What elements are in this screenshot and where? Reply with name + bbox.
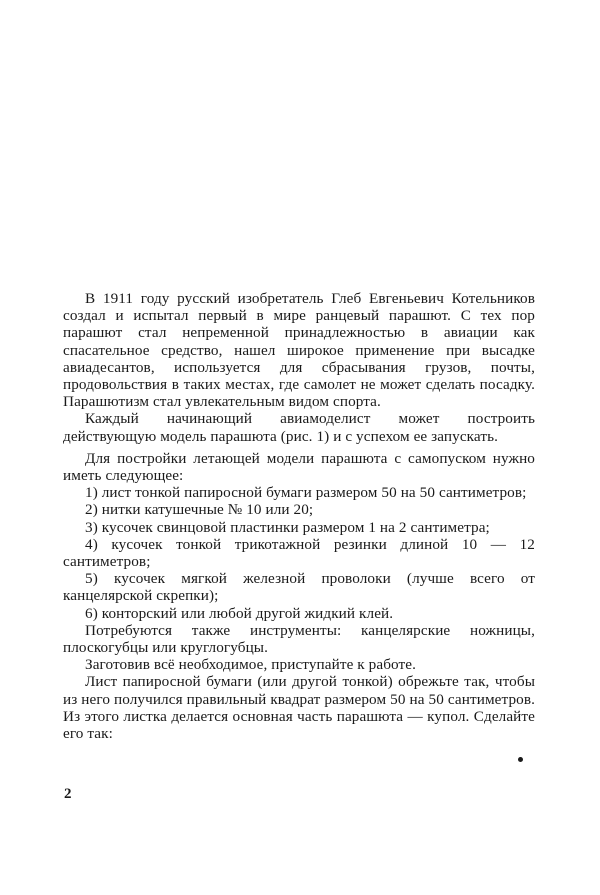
list-item-elastic: 4) кусочек тонкой трикотажной резинки длиной 10 — 12 сантиметров; (63, 535, 535, 571)
body-text (63, 290, 535, 742)
paragraph-intro: Каждый начинающий авиамоделист может построить действующую модель парашюта (рис. 1) и с успехом ее запускать. (63, 410, 535, 445)
paragraph-materials-intro: Для постройки летающей модели парашюта с самопуском нужно иметь следующее: (63, 449, 535, 485)
ink-speck (518, 757, 523, 762)
paragraph-history: В 1911 году русский изобретатель Глеб Евгеньевич Котельников создал и испытал первый в мире ранцевый парашют. С тех пор парашют стал непременной принадлежностью в авиации как спасательное средство, нашел широкое применение при высадке авиадесантов, используется для сбрасывания грузов, почты, продовольствия в таких местах, где самолет не может сделать посадку. Парашютизм стал увлекательным видом спорта. (63, 290, 535, 411)
list-item-paper: 1) лист тонкой папиросной бумаги размером 50 на 50 сантиметров; (85, 484, 527, 502)
page-number: 2 (64, 786, 72, 802)
list-item-thread: 2) нитки катушечные № 10 или 20; (85, 501, 314, 519)
paragraph-tools: Потребуются также инструменты: канцелярские ножницы, плоскогубцы или круглогубцы. (63, 621, 535, 657)
list-item-glue: 6) конторский или любой другой жидкий клей. (85, 604, 394, 622)
paragraph-canopy: Лист папиросной бумаги (или другой тонкой) обрежьте так, чтобы из него получился правильный квадрат размером 50 на 50 сантиметров. Из этого листка делается основная часть парашюта — купол. Сделайте его так: (63, 673, 535, 743)
paragraph-start-work: Заготовив всё необходимое, приступайте к работе. (85, 656, 417, 674)
list-item-lead: 3) кусочек свинцовой пластинки размером 1 на 2 сантиметра; (85, 518, 490, 536)
list-item-wire: 5) кусочек мягкой железной проволоки (лучше всего от канцелярской скрепки); (63, 570, 535, 605)
